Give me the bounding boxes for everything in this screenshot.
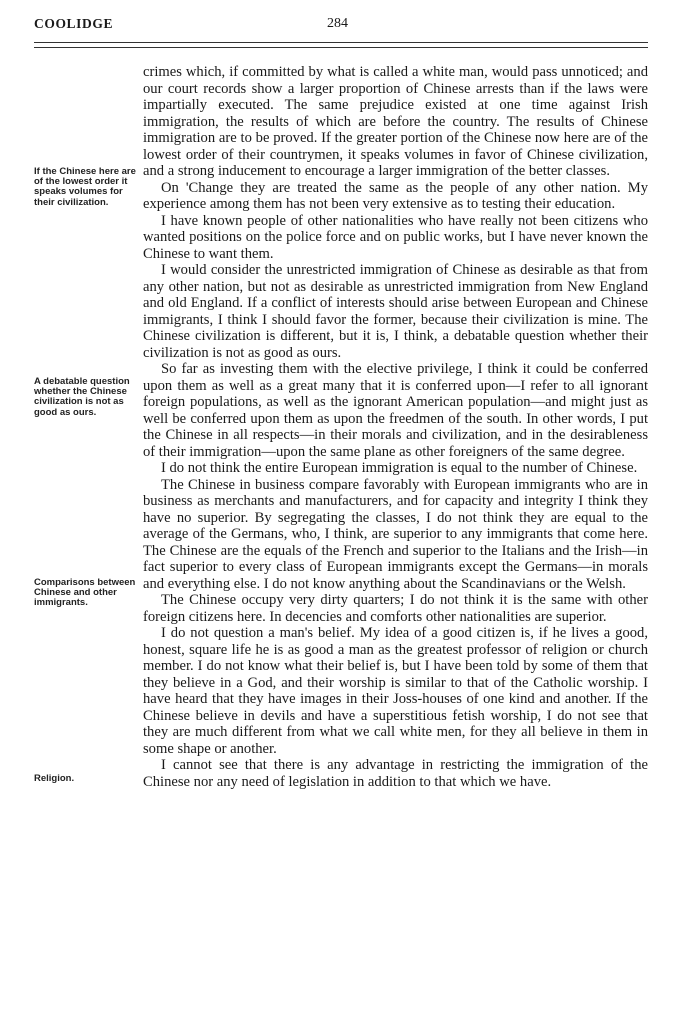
paragraph: I would consider the unrestricted immigration of Chinese as desirable as that from any other nation, but not as desirable as unrestricted immigration from New England and old England. If a conflict of interests should arise between European and Chinese immigrants, I think I should favor the former, because their civilization is mine. The Chinese civilization is different, but it is, I think, a debatable question whether their civilization is not as good as ours. <box>143 262 648 361</box>
paragraph: I do not question a man's belief. My idea of a good citizen is, if he lives a good, honest, square life he is as good a man as the greatest professor of religion or church member. I do not know what their belief is, but I have been told by some of them that they believe in a God, and their worship is similar to that of the Catholic worship. I have heard that they have images in their Joss-houses of one kind and another. If the Chinese believe in devils and have a superstitious fetish worship, I do not see that they are much different from what we call white men, for they all believe in them in some shape or another. <box>143 625 648 757</box>
paragraph: I do not think the entire European immigration is equal to the number of Chinese. <box>161 460 638 476</box>
page-header <box>34 16 648 38</box>
paragraph: crimes which, if committed by what is called a white man, would pass unnoticed; and our court records show a larger proportion of Chinese arrests than if the laws were impartially executed. The same prejudice existed at one time against Irish immigration, the results of which are before the country. The results of Chinese immigration are to be proved. If the greater portion of the Chinese now here are of the lowest order of their countrymen, it speaks volumes in favor of Chinese civilization, and a strong inducement to encourage a larger immigration of the better classes. <box>143 64 648 179</box>
margin-note-lowest-order: If the Chinese here are of the lowest order it speaks volumes for their civilization. <box>34 166 136 208</box>
margin-note-comparisons: Comparisons between Chinese and other immigrants. <box>34 577 136 609</box>
page-number: 284 <box>327 16 348 31</box>
paragraph: The Chinese in business compare favorably with European immigrants who are in business as merchants and manufacturers, and for capacity and integrity I think they have no superior. By segregating the classes, I do not think they are equal to the average of the Germans, who, I think, are superior to any immigrants that come here. The Chinese are the equals of the French and superior to the Italians and the Irish—in fact superior to every class of European immigrants except the Germans—in morals and everything else. I do not know anything about the Scandinavians or the Welsh. <box>143 476 648 592</box>
paragraph: The Chinese occupy very dirty quarters; I do not think it is the same with other foreign citizens here. In decencies and comforts other nationalities are superior. <box>143 592 648 625</box>
running-head: COOLIDGE <box>34 16 114 31</box>
margin-note-debatable-question: A debatable question whether the Chinese civilization is not as good as ours. <box>34 376 130 418</box>
header-rule-top <box>34 42 648 43</box>
header-rule-bottom <box>34 47 648 48</box>
margin-note-religion: Religion. <box>34 773 75 784</box>
paragraph: I cannot see that there is any advantage in restricting the immigration of the Chinese nor any need of legislation in addition to that which we have. <box>143 757 648 790</box>
paragraph: So far as investing them with the elective privilege, I think it could be conferred upon them as well as a great many that it is conferred upon—I refer to all ignorant foreign populations, as well as the ignorant American population—and might just as well be conferred upon them as upon the freedmen of the south. In other words, I put the Chinese in all respects—in their morals and civilization, and in the desirableness of their immigration—upon the same plane as other foreigners of the same degree. <box>143 361 648 460</box>
body-text <box>143 64 648 790</box>
paragraph: I have known people of other nationalities who have really not been citizens who wanted positions on the police force and on public works, but I have never known the Chinese to want them. <box>143 212 648 262</box>
paragraph: On 'Change they are treated the same as the people of any other nation. My experience among them has not been very extensive as to testing their education. <box>143 179 648 212</box>
